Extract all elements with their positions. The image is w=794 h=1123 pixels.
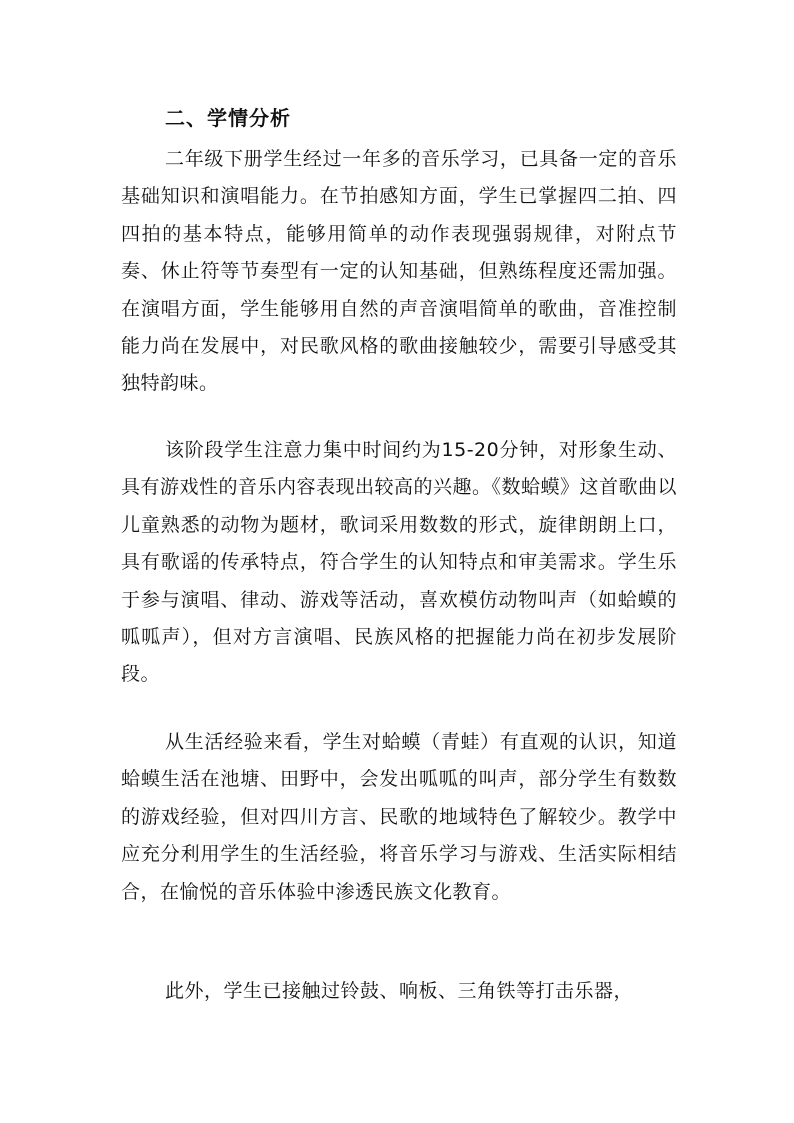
section-heading: 二、学情分析 (165, 106, 291, 130)
paragraph-4: 此外，学生已接触过铃鼓、响板、三角铁等打击乐器， (165, 980, 634, 1002)
paragraph-3: 从生活经验来看，学生对蛤蟆（青蛙）有直观的认识，知道蛤蟆生活在池塘、田野中，会发出呱呱的叫声，部分学生有数数的游戏经验，但对四川方言、民歌的地域特色了解较少。教学中应充分利用学生的生活经验，将音乐学习与游戏、生活实际相结合，在愉悦的音乐体验中渗透民族文化教育。 (121, 731, 677, 903)
paragraph-2: 该阶段学生注意力集中时间约为15-20分钟，对形象生动、具有游戏性的音乐内容表现出较高的兴趣。《数蛤蟆》这首歌曲以儿童熟悉的动物为题材，歌词采用数数的形式，旋律朗朗上口，具有歌谣的传承特点，符合学生的认知特点和审美需求。学生乐于参与演唱、律动、游戏等活动，喜欢模仿动物叫声（如蛤蟆的呱呱声），但对方言演唱、民族风格的把握能力尚在初步发展阶段。 (121, 439, 678, 686)
paragraph-1: 二年级下册学生经过一年多的音乐学习，已具备一定的音乐基础知识和演唱能力。在节拍感知方面，学生已掌握四二拍、四四拍的基本特点，能够用简单的动作表现强弱规律，对附点节奏、休止符等节奏型有一定的认知基础，但熟练程度还需加强。在演唱方面，学生能够用自然的声音演唱简单的歌曲，音准控制能力尚在发展中，对民歌风格的歌曲接触较少，需要引导感受其独特韵味。 (121, 148, 677, 395)
